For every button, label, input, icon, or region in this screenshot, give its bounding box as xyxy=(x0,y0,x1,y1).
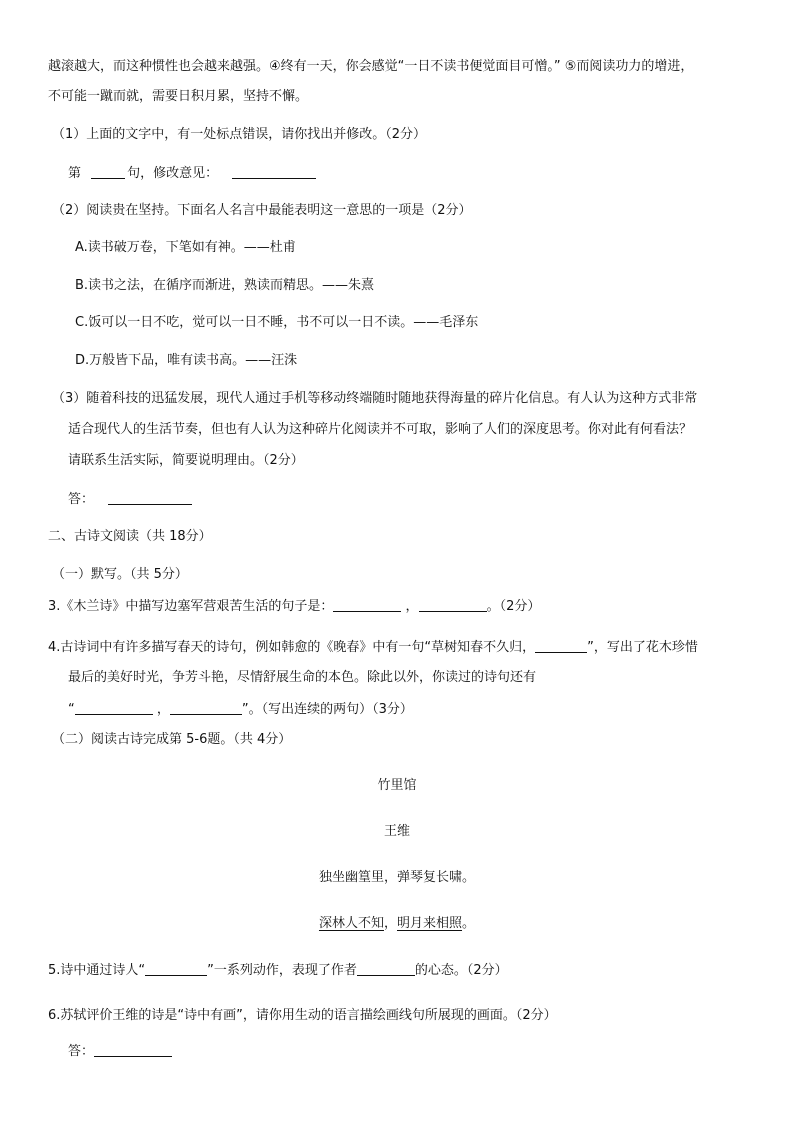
answer-middle: 句，修改意见： xyxy=(127,166,219,181)
answer-label: 答： xyxy=(68,1044,95,1059)
underlined-phrase-1: 深林人不知 xyxy=(318,916,384,931)
poem-line-2: 深林人不知，明月来相照。 xyxy=(318,916,476,931)
mood-blank[interactable] xyxy=(357,963,415,976)
option-d[interactable]: D.万般皆下品，唯有读书高。——汪洙 xyxy=(75,353,298,368)
poem-line-blank[interactable] xyxy=(535,640,587,653)
answer-blank[interactable] xyxy=(94,1044,172,1057)
answer-label: 答： xyxy=(68,492,95,507)
question-1: （1）上面的文字中，有一处标点错误，请你找出并修改。（2分） xyxy=(52,127,427,142)
intro-line-2: 不可能一蹴而就，需要日积月累，坚持不懈。 xyxy=(48,89,309,104)
sentence-number-blank[interactable] xyxy=(91,166,125,179)
question-1-answer-row xyxy=(68,166,316,180)
question-4-line-3: “ ， ”。（写出连续的两句）（3分） xyxy=(68,702,413,717)
actions-blank[interactable] xyxy=(145,963,207,976)
question-3-line-2: 适合现代人的生活节奏，但也有人认为这种碎片化阅读并不可取，影响了人们的深度思考。你对此有何看法？ xyxy=(68,422,693,437)
question-4-line-2: 最后的美好时光，争芳斗艳，尽情舒展生命的本色。除此以外，你读过的诗句还有 xyxy=(68,670,537,685)
underlined-phrase-2: 明月来相照 xyxy=(397,916,463,931)
spring-poem-blank-1[interactable] xyxy=(75,702,153,715)
part-heading-2: （二）阅读古诗完成第 5-6题。（共 4分） xyxy=(52,732,292,747)
answer-blank[interactable] xyxy=(108,492,192,505)
poem-line-1: 独坐幽篁里，弹琴复长啸。 xyxy=(318,870,475,885)
section-title: 二、古诗文阅读（共 18分） xyxy=(48,529,212,544)
question-4-line-1: 4.古诗词中有许多描写春天的诗句，例如韩愈的《晚春》中有一句“草树知春不久归， ”，写出了花木珍惜 xyxy=(48,640,698,655)
spring-poem-blank-2[interactable] xyxy=(170,702,242,715)
option-a[interactable]: A.读书破万卷，下笔如有神。——杜甫 xyxy=(75,240,296,255)
answer-prefix: 第 xyxy=(68,166,82,181)
question-3-line-1: （3）随着科技的迅猛发展，现代人通过手机等移动终端随时随地获得海量的碎片化信息。有人认为这种方式非常 xyxy=(52,391,698,406)
question-6: 6.苏轼评价王维的诗是“诗中有画”，请你用生动的语言描绘画线句所展现的画面。（2分） xyxy=(48,1008,557,1023)
question-3-line-3: 请联系生活实际，简要说明理由。（2分） xyxy=(68,453,304,468)
part-heading-1: （一）默写。（共 5分） xyxy=(52,567,188,582)
question-2: （2）阅读贵在坚持。下面名人名言中最能表明这一意思的一项是（2分） xyxy=(52,203,472,218)
question-3-dictation: 3.《木兰诗》中描写边塞军营艰苦生活的句子是： ， 。（2分） xyxy=(48,599,541,614)
dictation-blank-2[interactable] xyxy=(419,599,487,612)
option-c[interactable]: C.饭可以一日不吃，觉可以一日不睡，书不可以一日不读。——毛泽东 xyxy=(75,315,479,330)
question-3-answer-row xyxy=(68,492,192,506)
dictation-blank-1[interactable] xyxy=(333,599,401,612)
question-5: 5.诗中通过诗人“ ”一系列动作，表现了作者 的心态。（2分） xyxy=(48,963,508,978)
revision-blank[interactable] xyxy=(232,166,316,179)
question-6-answer-row xyxy=(68,1044,172,1058)
poem-author: 王维 xyxy=(383,824,410,839)
option-b[interactable]: B.读书之法，在循序而渐进，熟读而精思。——朱熹 xyxy=(75,278,375,293)
intro-line-1: 越滚越大，而这种惯性也会越来越强。④终有一天，你会感觉“一日不读书便觉面目可憎。” ⑤而阅读功力的增进， xyxy=(48,59,694,74)
poem-title: 竹里馆 xyxy=(377,778,417,793)
